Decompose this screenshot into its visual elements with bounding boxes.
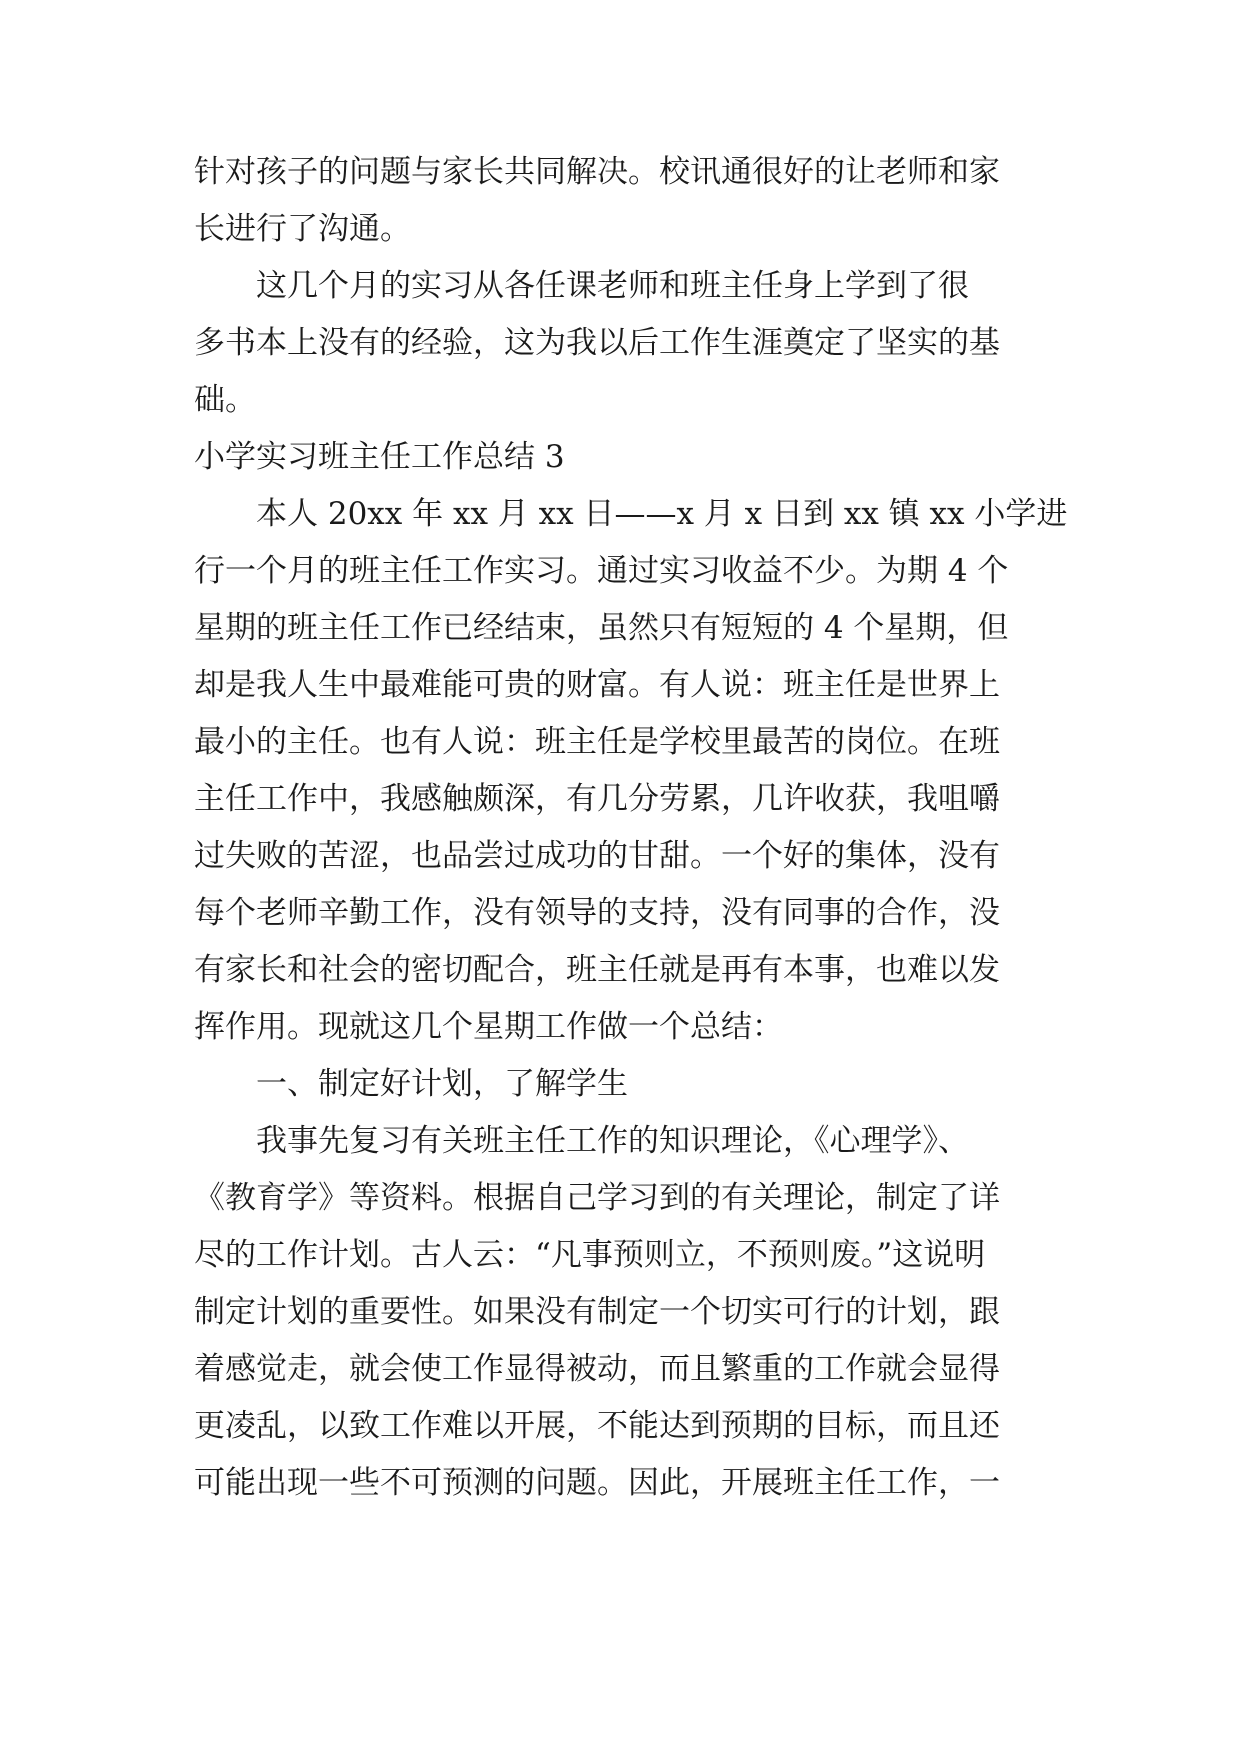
text-line: 过失败的苦涩，也品尝过成功的甘甜。一个好的集体，没有 xyxy=(194,838,1000,874)
text-line: 针对孩子的问题与家长共同解决。校讯通很好的让老师和家 xyxy=(194,154,1000,190)
paragraph-first-line: 我事先复习有关班主任工作的知识理论，《心理学》、 xyxy=(256,1123,969,1159)
text-line: 制定计划的重要性。如果没有制定一个切实可行的计划，跟 xyxy=(194,1294,1000,1330)
text-line: 星期的班主任工作已经结束，虽然只有短短的 4 个星期，但 xyxy=(194,610,1009,646)
text-line: 《教育学》等资料。根据自己学习到的有关理论，制定了详 xyxy=(194,1180,1000,1216)
text-line: 却是我人生中最难能可贵的财富。有人说：班主任是世界上 xyxy=(194,667,1000,703)
subsection-heading: 一、制定好计划，了解学生 xyxy=(256,1066,628,1102)
text-line: 挥作用。现就这几个星期工作做一个总结： xyxy=(194,1009,783,1045)
text-line: 行一个月的班主任工作实习。通过实习收益不少。为期 4 个 xyxy=(194,553,1009,589)
text-line: 可能出现一些不可预测的问题。因此，开展班主任工作，一 xyxy=(194,1465,1000,1501)
text-line: 多书本上没有的经验，这为我以后工作生涯奠定了坚实的基 xyxy=(194,325,1000,361)
section-heading: 小学实习班主任工作总结 3 xyxy=(194,439,565,475)
text-line: 更凌乱，以致工作难以开展，不能达到预期的目标，而且还 xyxy=(194,1408,1000,1444)
text-line: 尽的工作计划。古人云：“凡事预则立，不预则废。”这说明 xyxy=(194,1237,986,1273)
text-line: 最小的主任。也有人说：班主任是学校里最苦的岗位。在班 xyxy=(194,724,1000,760)
paragraph-first-line: 这几个月的实习从各任课老师和班主任身上学到了很 xyxy=(256,268,969,304)
text-line: 长进行了沟通。 xyxy=(194,211,411,247)
text-line: 主任工作中，我感触颇深，有几分劳累，几许收获，我咀嚼 xyxy=(194,781,1000,817)
text-line: 着感觉走，就会使工作显得被动，而且繁重的工作就会显得 xyxy=(194,1351,1000,1387)
text-line: 础。 xyxy=(194,382,256,418)
text-line: 每个老师辛勤工作，没有领导的支持，没有同事的合作，没 xyxy=(194,895,1000,931)
paragraph-first-line: 本人 20xx 年 xx 月 xx 日——x 月 x 日到 xx 镇 xx 小学进 xyxy=(256,496,1068,532)
text-line: 有家长和社会的密切配合，班主任就是再有本事，也难以发 xyxy=(194,952,1000,988)
